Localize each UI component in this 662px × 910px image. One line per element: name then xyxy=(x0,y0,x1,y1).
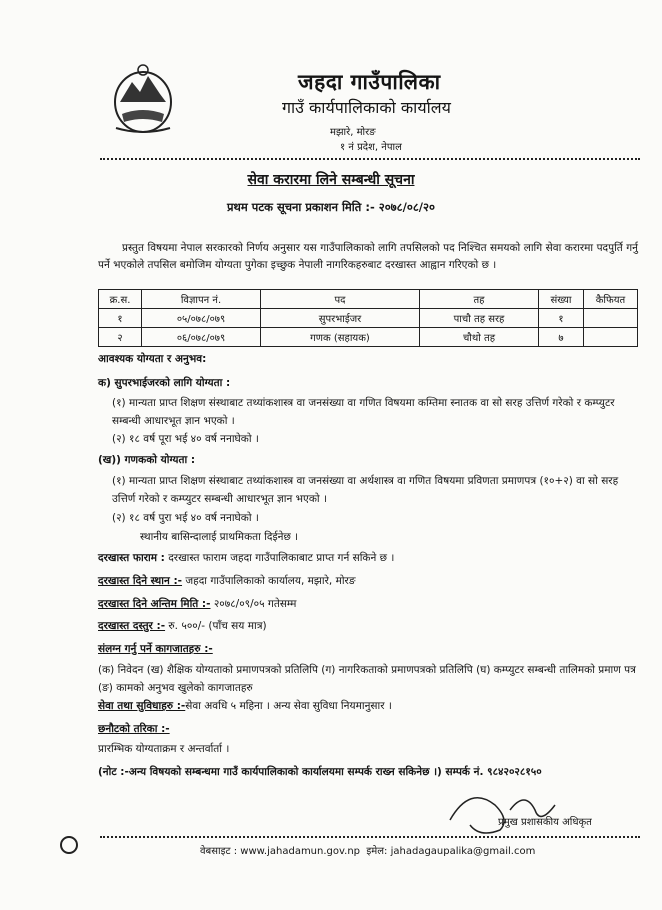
website: वेबसाइट : www.jahadamun.gov.np xyxy=(200,846,361,857)
organization-name: जहदा गाउँपालिका xyxy=(298,70,441,94)
header-divider xyxy=(100,158,640,160)
table-cell: १ xyxy=(99,309,142,328)
documents-heading: संलग्न गर्नु पर्ने कागजातहरु :- xyxy=(98,643,213,655)
table-cell: पाचौ तह सरह xyxy=(420,309,539,328)
application-fee: दरखास्त दस्तुर :- रु. ५००/- (पाँच सय मात्र) xyxy=(98,620,267,632)
selection-heading: छनौटको तरिका :- xyxy=(98,723,170,735)
table-cell: चौथो तह xyxy=(420,328,539,347)
submission-place: दरखास्त दिने स्थान :- जहदा गाउँपालिकाको कार्यालय, मझारे, मोरङ xyxy=(98,575,356,587)
enumerator-heading: (ख)) गणकको योग्यता : xyxy=(98,454,196,466)
table-cell: गणक (सहायक) xyxy=(261,328,420,347)
supervisor-qualification-2: (२) १८ वर्ष पूरा भई ४० वर्ष ननाघेको । xyxy=(112,433,259,445)
col-header: संख्या xyxy=(539,290,584,309)
email: इमेल: jahadagaupalika@gmail.com xyxy=(366,846,536,857)
table-cell: १ xyxy=(539,309,584,328)
table-cell: ७ xyxy=(539,328,584,347)
table-row xyxy=(99,309,638,328)
vacancy-table xyxy=(98,289,638,347)
qualification-heading: आवश्यक योग्यता र अनुभव: xyxy=(98,353,207,365)
office-location: मझारे, मोरङ xyxy=(330,127,376,138)
punch-hole xyxy=(60,836,78,854)
table-cell: सुपरभाईजर xyxy=(261,309,420,328)
office-province: १ नं प्रदेश, नेपाल xyxy=(340,142,402,153)
footer-contact xyxy=(200,843,535,857)
intro-paragraph: प्रस्तुत विषयमा नेपाल सरकारको निर्णय अनुसार यस गाउँपालिकाको लागि तपसिलको पद निश्चित समयको लागि सेवा करारमा पदपुर्ति गर्नु पर्ने भएकोले तपसिल बमोजिम योग्यता पुगेका इच्छुक नेपाली नागरिकहरुबाट दरखास्त आह्वान गरिएको छ । xyxy=(98,242,638,271)
table-row xyxy=(99,328,638,347)
table-header-row xyxy=(99,290,638,309)
col-header: पद xyxy=(261,290,420,309)
col-header: कैफियत xyxy=(584,290,638,309)
col-header: तह xyxy=(420,290,539,309)
government-emblem-icon xyxy=(112,62,174,136)
local-priority-note: स्थानीय बासिन्दालाई प्राथमिकता दिईनेछ । xyxy=(140,531,299,543)
footer-divider xyxy=(100,836,640,838)
col-header: क्र.स. xyxy=(99,290,142,309)
signatory-title: प्रमुख प्रशासकीय अधिकृत xyxy=(498,817,592,828)
table-cell xyxy=(584,328,638,347)
office-name: गाउँ कार्यपालिकाको कार्यालय xyxy=(282,98,451,117)
supervisor-heading: क) सुपरभाईजरको लागि योग्यता : xyxy=(98,377,231,389)
supervisor-qualification-1: (१) मान्यता प्राप्त शिक्षण संस्थाबाट तथ्यांकशास्त्र वा जनसंख्या वा गणित विषयमा कम्तिमा स्नातक वा सो सरह उत्तिर्ण गरेको र कम्प्युटर सम्बन्धी आधारभूत ज्ञान भएको । xyxy=(112,397,615,427)
table-cell xyxy=(584,309,638,328)
selection-method: प्रारम्भिक योग्यताक्रम र अन्तर्वार्ता । xyxy=(98,743,230,755)
deadline: दरखास्त दिने अन्तिम मिति :- २०७८/०९/०५ गतेसम्म xyxy=(98,598,297,610)
table-cell: ०५/०७८/०७९ xyxy=(142,309,261,328)
form-info: दरखास्त फाराम : दरखास्त फाराम जहदा गाउँपालिकाबाट प्राप्त गर्न सकिने छ । xyxy=(98,552,395,564)
documents-list: (क) निवेदन (ख) शैक्षिक योग्यताको प्रमाणपत्रको प्रतिलिपि (ग) नागरिकताको प्रमाणपत्रको प्रतिलिपि (घ) कम्प्युटर सम्बन्धी तालिमको प्रमाण पत्र (ङ) कामको अनुभव खुलेको कागजातहरु xyxy=(98,664,636,694)
enumerator-qualification-2: (२) १८ वर्ष पुरा भई ४० वर्ष ननाघेको । xyxy=(112,512,259,524)
publication-date: प्रथम पटक सूचना प्रकाशन मिति :- २०७८/०८/२० xyxy=(227,200,435,214)
notice-title: सेवा करारमा लिने सम्बन्धी सूचना xyxy=(247,172,415,188)
col-header: विज्ञापन नं. xyxy=(142,290,261,309)
signature-mark xyxy=(440,780,600,840)
table-cell: ०६/०७८/०७९ xyxy=(142,328,261,347)
table-cell: २ xyxy=(99,328,142,347)
contact-note: (नोट :-अन्य विषयको सम्बन्धमा गाउँ कार्यपालिकाको कार्यालयमा सम्पर्क राख्न सकिनेछ ।) सम्पर्क नं. ९८४२०२८१५० xyxy=(98,766,542,778)
enumerator-qualification-1: (१) मान्यता प्राप्त शिक्षण संस्थाबाट तथ्यांकशास्त्र वा जनसंख्या वा अर्थशास्त्र वा गणित विषयमा प्रविणता प्रमाणपत्र (१०+२) वा सो सरह उत्तिर्ण गरेको र कम्प्युटर सम्बन्धी आधारभूत ज्ञान भएको । xyxy=(112,475,619,505)
service-facilities: सेवा तथा सुविधाहरु :-सेवा अवधि ५ महिना । अन्य सेवा सुविधा नियमानुसार । xyxy=(98,700,392,712)
